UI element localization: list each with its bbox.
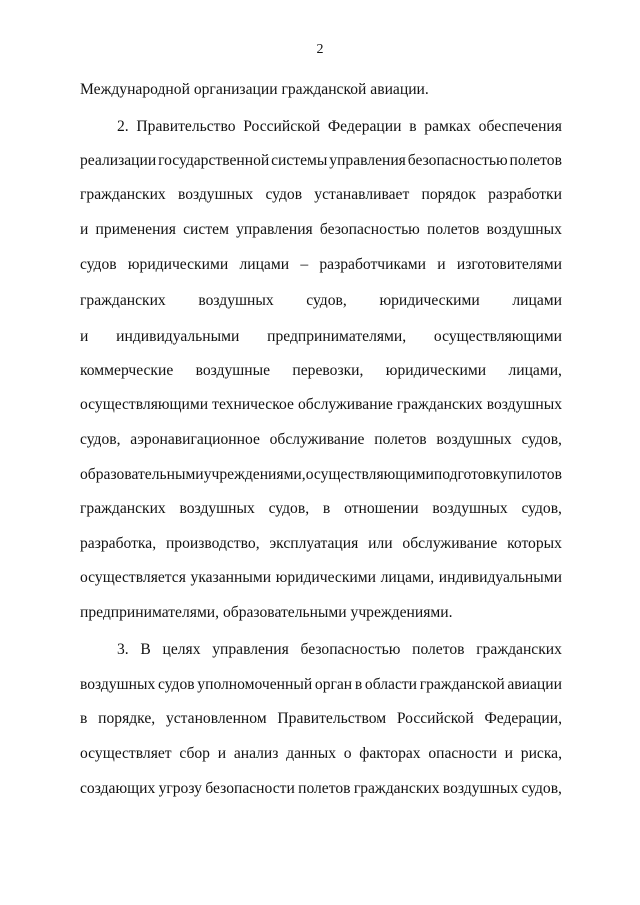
text-line: предпринимателями, образовательными учреждениями. (80, 604, 453, 621)
text-line: коммерческие воздушные перевозки, юридическими лицами, (80, 362, 562, 379)
text-line: Международной организации гражданской авиации. (80, 81, 429, 98)
text-line: осуществляющими техническое обслуживание гражданских воздушных (80, 396, 562, 413)
text-line: образовательными учреждениями, осуществляющими подготовку пилотов (80, 466, 562, 483)
text-line: реализации государственной системы управления безопасностью полетов (80, 152, 562, 169)
text-line: создающих угрозу безопасности полетов гражданских воздушных судов, (80, 780, 562, 797)
text-line: разработка, производство, эксплуатация или обслуживание которых (80, 535, 562, 552)
text-line: 3. В целях управления безопасностью полетов гражданских (117, 641, 562, 658)
text-line: гражданских воздушных судов устанавливает порядок разработки (80, 186, 562, 203)
text-line: воздушных судов уполномоченный орган в области гражданской авиации (80, 676, 562, 693)
text-line: судов юридическими лицами – разработчиками и изготовителями (80, 256, 562, 273)
text-line: гражданских воздушных судов, юридическими лицами (80, 292, 562, 309)
text-line: судов, аэронавигационное обслуживание полетов воздушных судов, (80, 431, 562, 448)
text-line: в порядке, установленном Правительством Российской Федерации, (80, 710, 562, 727)
text-line: и применения систем управления безопасностью полетов воздушных (80, 221, 562, 238)
text-line: гражданских воздушных судов, в отношении воздушных судов, (80, 500, 562, 517)
text-line: осуществляется указанными юридическими лицами, индивидуальными (80, 569, 562, 586)
text-line: осуществляет сбор и анализ данных о факторах опасности и риска, (80, 745, 562, 762)
page-number: 2 (316, 42, 324, 57)
text-line: и индивидуальными предпринимателями, осуществляющими (80, 328, 562, 345)
text-line: 2. Правительство Российской Федерации в рамках обеспечения (117, 118, 562, 135)
